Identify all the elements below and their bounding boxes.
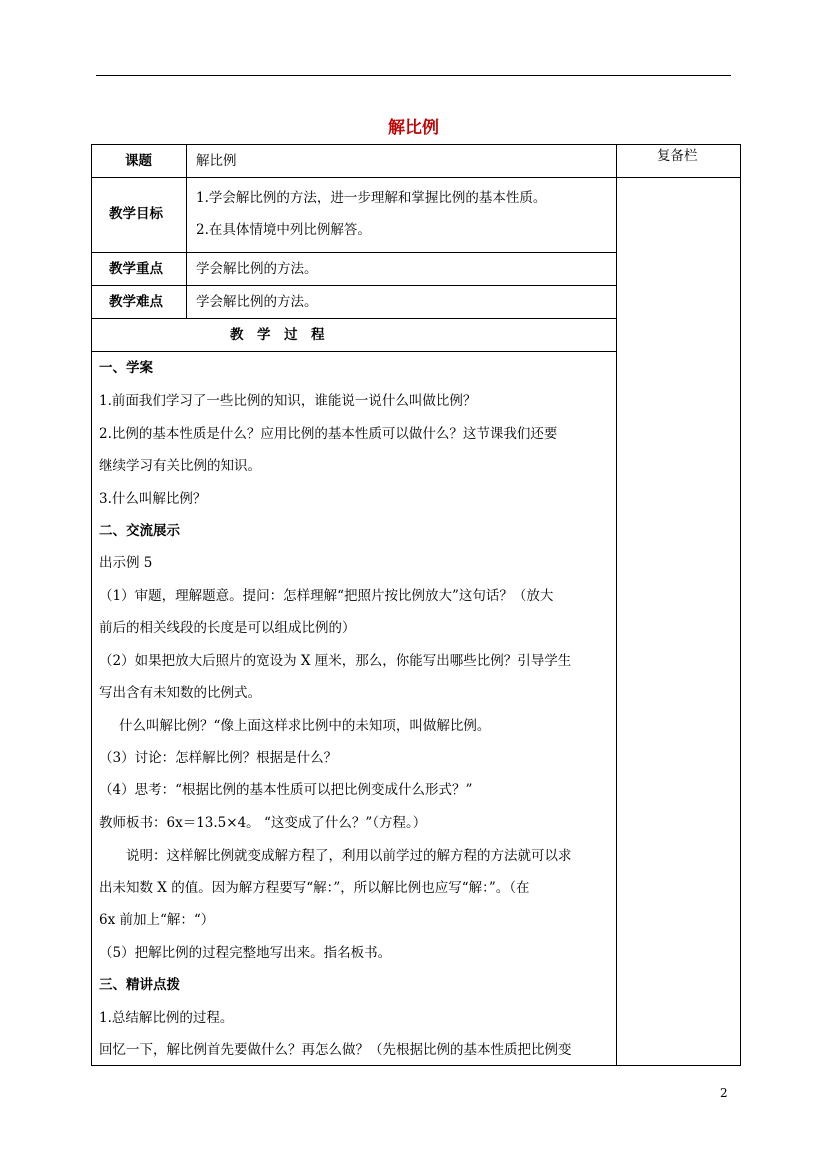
section-heading: 三、精讲点拨 bbox=[99, 977, 180, 993]
process-line: 写出含有未知数的比例式。 bbox=[99, 685, 261, 701]
process-line: 出未知数 X 的值。因为解方程要写“解：”，所以解比例也应写“解：”。（在 bbox=[99, 880, 530, 896]
process-line: （3）讨论：怎样解比例？根据是什么？ bbox=[99, 750, 338, 766]
process-line: 1.总结解比例的过程。 bbox=[99, 1010, 234, 1026]
process-line: 教师板书：6x＝13.5×4。 “这变成了什么？”（方程。） bbox=[99, 815, 427, 831]
review-column-divider bbox=[616, 144, 617, 1066]
process-line: 前后的相关线段的长度是可以组成比例的） bbox=[99, 620, 356, 636]
key-points-value: 学会解比例的方法。 bbox=[196, 261, 318, 277]
key-points-label: 教学重点 bbox=[109, 261, 163, 277]
process-line: 1.前面我们学习了一些比例的知识，谁能说一说什么叫做比例？ bbox=[99, 393, 477, 409]
row-divider bbox=[91, 252, 616, 253]
row-divider bbox=[91, 318, 616, 319]
goal-item: 1.学会解比例的方法，进一步理解和掌握比例的基本性质。 bbox=[196, 190, 547, 206]
process-line: 6x 前加上“解：“） bbox=[99, 912, 215, 928]
review-column-header: 复备栏 bbox=[657, 148, 698, 164]
section-heading: 一、学案 bbox=[99, 360, 153, 376]
process-line: 3.什么叫解比例？ bbox=[99, 491, 207, 507]
goal-item: 2.在具体情境中列比例解答。 bbox=[196, 222, 371, 238]
difficulties-value: 学会解比例的方法。 bbox=[196, 294, 318, 310]
row-divider bbox=[91, 177, 616, 178]
process-line: 2.比例的基本性质是什么？应用比例的基本性质可以做什么？这节课我们还要 bbox=[99, 426, 558, 442]
document-title: 解比例 bbox=[388, 118, 439, 138]
header-rule bbox=[96, 75, 731, 76]
page-number: 2 bbox=[720, 1086, 728, 1100]
row-divider bbox=[91, 285, 616, 286]
review-header-divider bbox=[616, 177, 741, 178]
process-line: （1）审题，理解题意。提问：怎样理解“把照片按比例放大”这句话？（放大 bbox=[99, 588, 554, 604]
topic-label: 课题 bbox=[125, 153, 152, 169]
process-line: 继续学习有关比例的知识。 bbox=[99, 458, 261, 474]
goals-label: 教学目标 bbox=[109, 206, 163, 222]
process-line: （2）如果把放大后照片的宽设为 X 厘米，那么，你能写出哪些比例？引导学生 bbox=[99, 653, 572, 669]
process-line: （4）思考：“根据比例的基本性质可以把比例变成什么形式？” bbox=[99, 782, 473, 798]
topic-value: 解比例 bbox=[196, 153, 237, 169]
process-line: 什么叫解比例？“像上面这样求比例中的未知项，叫做解比例。 bbox=[119, 718, 491, 734]
process-line: 出示例 5 bbox=[99, 555, 153, 571]
process-line: 回忆一下，解比例首先要做什么？再怎么做？（先根据比例的基本性质把比例变 bbox=[99, 1042, 572, 1058]
row-divider bbox=[91, 351, 616, 352]
process-line: 说明：这样解比例就变成解方程了，利用以前学过的解方程的方法就可以求 bbox=[126, 848, 572, 864]
difficulties-label: 教学难点 bbox=[109, 294, 163, 310]
label-column-divider bbox=[186, 144, 187, 318]
process-line: （5）把解比例的过程完整地写出来。指名板书。 bbox=[99, 945, 392, 961]
section-heading: 二、交流展示 bbox=[99, 523, 180, 539]
process-header: 教 学 过 程 bbox=[230, 327, 325, 343]
